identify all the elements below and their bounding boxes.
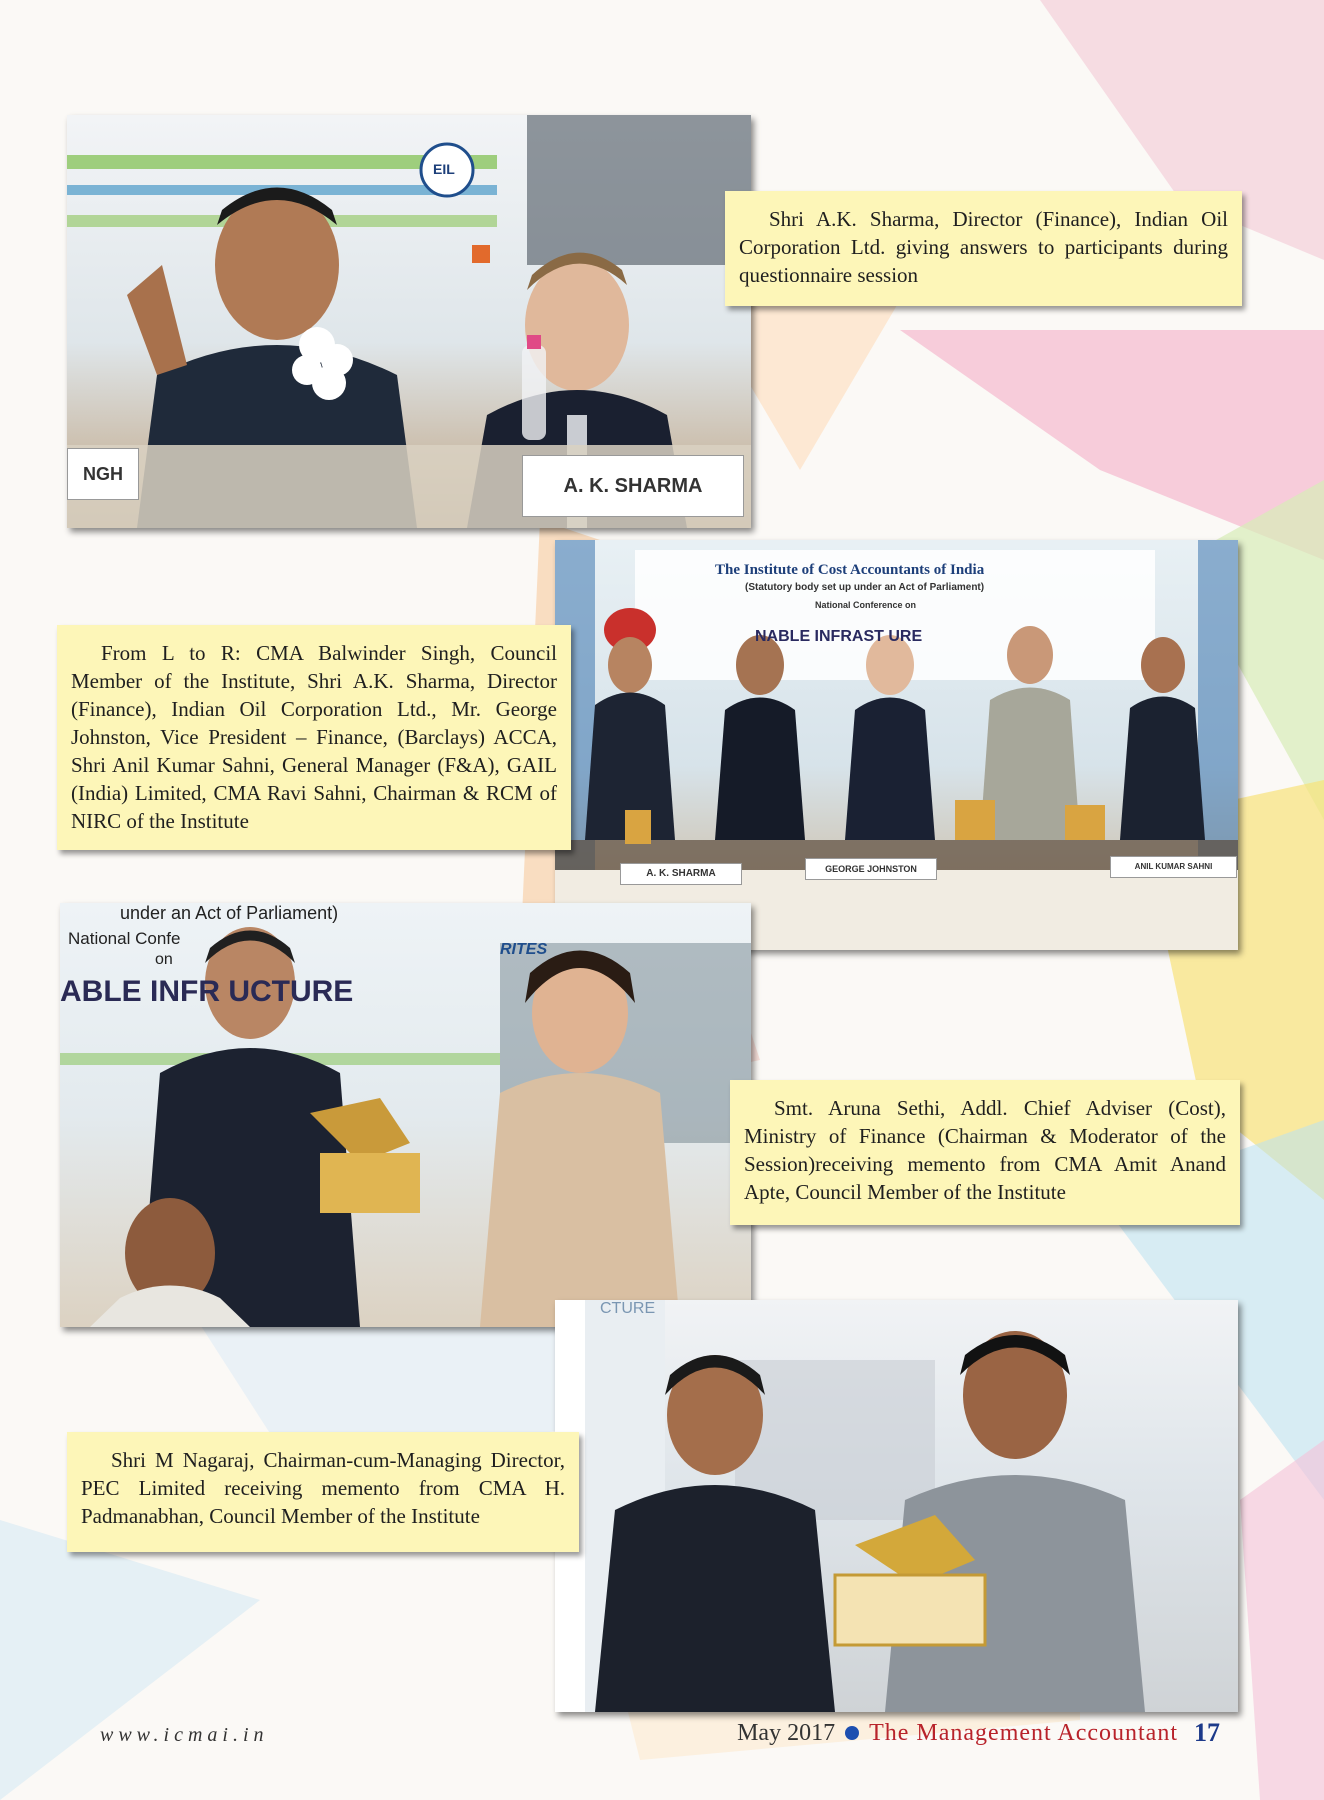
banner3-theme: ABLE INFR UCTURE	[60, 975, 354, 1008]
banner4-text: CTURE	[600, 1300, 656, 1317]
footer-website: www.icmai.in	[100, 1724, 269, 1746]
caption-photo-2: From L to R: CMA Balwinder Singh, Council Member of the Institute, Shri A.K. Sharma, Director (Finance), Indian Oil Corporation Ltd., Mr. George Johnston, Vice President – Finance, (Barclays) ACCA, Shri Anil Kumar Sahni, General Manager (F&A), GAIL (India) Limited, CMA Ravi Sahni, Chairman & RCM of NIRC of the Institute	[57, 625, 571, 850]
photo-memento-m-nagaraj	[555, 1300, 1238, 1712]
photo-group-dignitaries	[555, 540, 1238, 950]
photo-memento-aruna-sethi	[60, 903, 751, 1327]
footer-magazine-title: The Management Accountant	[869, 1719, 1178, 1746]
nameplate-sahni: ANIL KUMAR SAHNI	[1110, 856, 1237, 878]
footer-page-number: 17	[1194, 1718, 1220, 1747]
caption-photo-4: Shri M Nagaraj, Chairman-cum-Managing Director, PEC Limited receiving memento from CMA H. Padmanabhan, Council Member of the Institute	[67, 1432, 579, 1552]
nameplate-sharma: A. K. SHARMA	[620, 863, 742, 885]
banner-title: The Institute of Cost Accountants of India	[715, 562, 985, 578]
banner3-line3: on	[155, 951, 173, 968]
nameplate-left: NGH	[67, 448, 139, 500]
caption-photo-1: Shri A.K. Sharma, Director (Finance), Indian Oil Corporation Ltd. giving answers to participants during questionnaire session	[725, 191, 1242, 306]
banner3-line1: under an Act of Parliament)	[120, 903, 339, 923]
eil-logo: EIL	[433, 161, 455, 177]
caption-photo-3: Smt. Aruna Sethi, Addl. Chief Adviser (Cost), Ministry of Finance (Chairman & Moderator of the Session)receiving memento from CMA Amit Anand Apte, Council Member of the Institute	[730, 1080, 1240, 1225]
footer-date: May 2017	[737, 1719, 836, 1746]
banner3-rites-logo: RITES	[500, 941, 548, 958]
photo-ak-sharma-speaking	[67, 115, 751, 528]
banner-subtitle: (Statutory body set up under an Act of Parliament)	[745, 582, 985, 593]
nameplate-johnston: GEORGE JOHNSTON	[805, 858, 937, 880]
banner3-line2: National Confe	[68, 929, 181, 948]
footer-publication	[737, 1718, 1220, 1748]
banner-theme: NABLE INFRAST URE	[755, 628, 923, 645]
nameplate-ak-sharma: A. K. SHARMA	[522, 455, 744, 517]
bullet-dot-icon	[845, 1726, 859, 1740]
banner-conference: National Conference on	[815, 600, 917, 610]
